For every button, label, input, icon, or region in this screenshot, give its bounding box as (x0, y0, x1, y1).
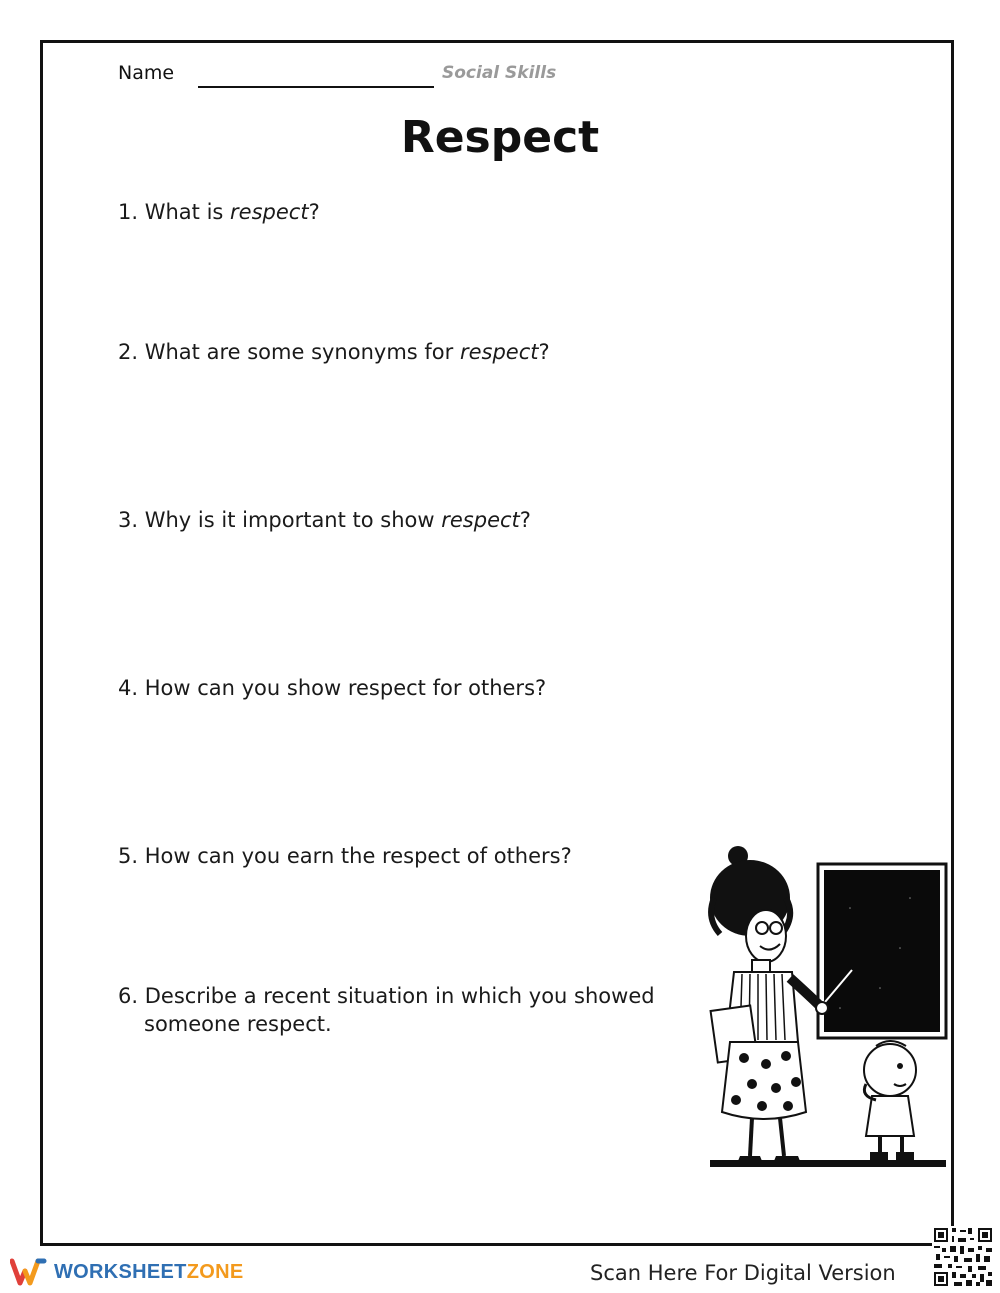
page-title: Respect (400, 112, 600, 163)
question-text-end: ? (308, 200, 320, 224)
question-2 (118, 338, 550, 366)
question-text-end: ? (519, 508, 531, 532)
question-4 (118, 674, 546, 702)
worksheet-zone-logo[interactable] (10, 1257, 243, 1287)
question-1 (118, 198, 320, 226)
question-number: 5. (118, 844, 139, 868)
worksheet-zone-logo-icon (10, 1257, 48, 1287)
question-number: 6. (118, 984, 139, 1008)
question-text: What is (144, 200, 231, 224)
question-text-line2: someone respect. (144, 1012, 332, 1036)
question-number: 3. (118, 508, 139, 532)
logo-word-worksheet: WORKSHEET (54, 1260, 187, 1283)
name-input-line[interactable] (198, 86, 434, 88)
question-emphasis: respect (230, 200, 309, 224)
question-emphasis: respect (441, 508, 520, 532)
teacher-chalkboard-illustration (700, 838, 950, 1178)
question-text-end: ? (538, 340, 550, 364)
question-text: Describe a recent situation in which you showed (144, 984, 655, 1008)
logo-word-zone: ZONE (186, 1260, 244, 1283)
question-3 (118, 506, 531, 534)
question-number: 1. (118, 200, 139, 224)
question-emphasis: respect (459, 340, 539, 364)
name-label: Name (118, 62, 175, 84)
qr-code-icon[interactable] (932, 1226, 994, 1288)
question-number: 2. (118, 340, 139, 364)
scan-instruction: Scan Here For Digital Version (590, 1261, 896, 1285)
subject-label: Social Skills (442, 63, 557, 83)
question-text: Why is it important to show (144, 508, 442, 532)
question-text: How can you earn the respect of others? (144, 844, 572, 868)
question-number: 4. (118, 676, 139, 700)
question-text: How can you show respect for others? (144, 676, 547, 700)
question-text: What are some synonyms for (144, 340, 460, 364)
question-5 (118, 842, 572, 870)
question-6 (118, 982, 655, 1038)
